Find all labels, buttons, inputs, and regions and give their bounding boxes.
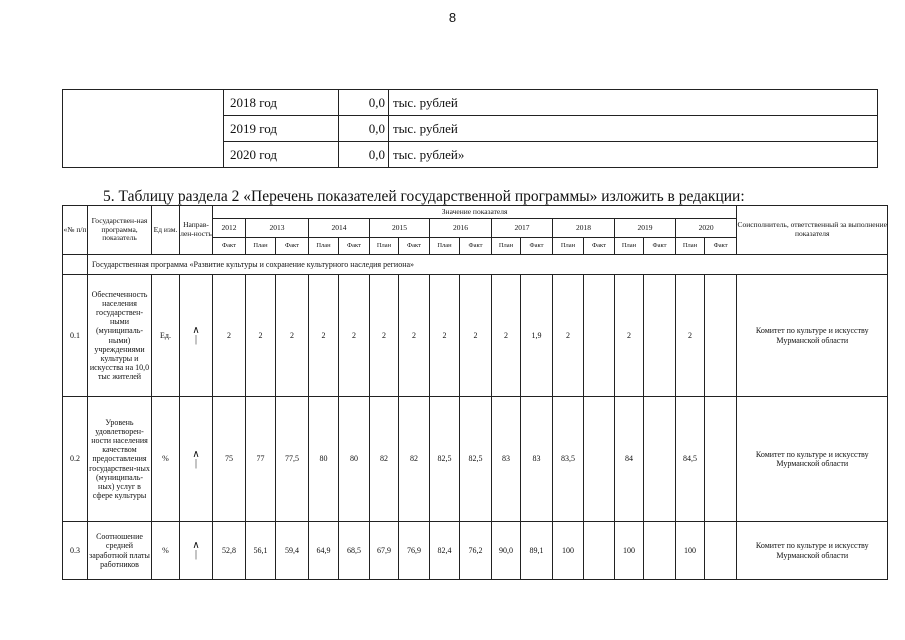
value-cell: 2	[213, 275, 246, 397]
value-cell: 0,0	[339, 116, 389, 142]
value-cell: 77,5	[276, 397, 309, 522]
indicator-name: Обеспеченность населения государствен-ными (муниципаль-ными) учреждениями культуры и искусства на 10,0 тыс жителей	[88, 275, 152, 397]
year-cell: 2019 год	[224, 116, 339, 142]
value-cell: 75	[213, 397, 246, 522]
value-cell: 59,4	[276, 522, 309, 580]
plan-fact-header: План	[615, 238, 644, 255]
up-arrow-icon: ∧ |	[192, 448, 200, 469]
plan-fact-header: План	[430, 238, 460, 255]
indicator-row	[63, 275, 888, 397]
year-header: 2013	[246, 219, 309, 238]
responsible-cell: Комитет по культуре и искусству Мурманской области	[737, 522, 888, 580]
header-responsible: Соисполнитель, ответственный за выполнение показателя	[737, 206, 888, 255]
indicator-row	[63, 522, 888, 580]
value-cell: 0,0	[339, 90, 389, 116]
row-number: 0.3	[63, 522, 88, 580]
value-cell: 100	[553, 522, 584, 580]
value-cell: 89,1	[521, 522, 553, 580]
plan-fact-header: Факт	[213, 238, 246, 255]
row-number: 0.1	[63, 275, 88, 397]
value-cell	[705, 522, 737, 580]
program-row: Государственная программа «Развитие культуры и сохранение культурного наследия региона»	[88, 255, 888, 275]
value-cell	[584, 397, 615, 522]
value-cell	[644, 275, 676, 397]
plan-fact-header: План	[492, 238, 521, 255]
plan-fact-header: Факт	[460, 238, 492, 255]
year-header: 2019	[615, 219, 676, 238]
year-header: 2012	[213, 219, 246, 238]
value-cell: 84,5	[676, 397, 705, 522]
value-cell: 84	[615, 397, 644, 522]
value-cell: 52,8	[213, 522, 246, 580]
value-cell: 2	[492, 275, 521, 397]
indicator-row	[63, 397, 888, 522]
value-cell: 2	[309, 275, 339, 397]
value-cell: 77	[246, 397, 276, 522]
plan-fact-header: План	[309, 238, 339, 255]
year-header: 2017	[492, 219, 553, 238]
value-cell: 2	[460, 275, 492, 397]
direction-cell	[180, 397, 213, 522]
header-program: Государствен-ная программа, показатель	[88, 206, 152, 255]
value-cell	[644, 522, 676, 580]
section-heading: 5. Таблицу раздела 2 «Перечень показателей государственной программы» изложить в редакции:	[103, 188, 745, 205]
value-cell: 100	[676, 522, 705, 580]
indicator-unit: %	[152, 397, 180, 522]
value-cell: 83	[521, 397, 553, 522]
value-cell	[644, 397, 676, 522]
value-cell: 1,9	[521, 275, 553, 397]
value-cell	[584, 522, 615, 580]
value-cell	[705, 397, 737, 522]
year-cell: 2018 год	[224, 90, 339, 116]
plan-fact-header: План	[553, 238, 584, 255]
header-direction: Направ-лен-ность	[180, 206, 213, 255]
direction-cell	[180, 275, 213, 397]
value-cell: 76,2	[460, 522, 492, 580]
responsible-cell: Комитет по культуре и искусству Мурманской области	[737, 275, 888, 397]
indicator-name: Уровень удовлетворен-ности населения качеством предоставления государствен-ных (муниципаль-ных) услуг в сфере культуры	[88, 397, 152, 522]
indicator-unit: %	[152, 522, 180, 580]
plan-fact-header: Факт	[705, 238, 737, 255]
value-cell: 100	[615, 522, 644, 580]
plan-fact-header: Факт	[399, 238, 430, 255]
value-cell: 83,5	[553, 397, 584, 522]
value-cell: 82,5	[430, 397, 460, 522]
value-cell: 2	[553, 275, 584, 397]
header-unit: Ед изм.	[152, 206, 180, 255]
value-cell: 2	[339, 275, 370, 397]
year-header: 2020	[676, 219, 737, 238]
carryover-row	[63, 90, 878, 116]
value-cell: 68,5	[339, 522, 370, 580]
value-cell	[705, 275, 737, 397]
year-header: 2018	[553, 219, 615, 238]
plan-fact-header: Факт	[644, 238, 676, 255]
value-cell: 82,5	[460, 397, 492, 522]
value-cell: 2	[676, 275, 705, 397]
carryover-table	[62, 89, 878, 168]
year-cell: 2020 год	[224, 142, 339, 168]
program-row-empty	[63, 255, 88, 275]
value-cell: 82,4	[430, 522, 460, 580]
year-header: 2014	[309, 219, 370, 238]
value-cell: 76,9	[399, 522, 430, 580]
plan-fact-header: План	[370, 238, 399, 255]
value-cell: 2	[246, 275, 276, 397]
value-cell: 2	[615, 275, 644, 397]
year-header: 2016	[430, 219, 492, 238]
indicator-name: Соотношение средней заработной платы работников	[88, 522, 152, 580]
plan-fact-header: Факт	[276, 238, 309, 255]
plan-fact-header: Факт	[521, 238, 553, 255]
value-cell: 90,0	[492, 522, 521, 580]
value-cell: 67,9	[370, 522, 399, 580]
responsible-cell: Комитет по культуре и искусству Мурманской области	[737, 397, 888, 522]
value-cell: 2	[430, 275, 460, 397]
value-cell: 56,1	[246, 522, 276, 580]
page-number: 8	[448, 10, 457, 25]
plan-fact-header: Факт	[584, 238, 615, 255]
plan-fact-header: План	[246, 238, 276, 255]
up-arrow-icon: ∧ |	[192, 325, 200, 346]
value-cell	[584, 275, 615, 397]
unit-cell: тыс. рублей»	[389, 142, 878, 168]
plan-fact-header: Факт	[339, 238, 370, 255]
value-cell: 64,9	[309, 522, 339, 580]
year-header: 2015	[370, 219, 430, 238]
direction-cell	[180, 522, 213, 580]
indicators-table	[62, 205, 888, 580]
value-cell: 80	[309, 397, 339, 522]
value-cell: 2	[370, 275, 399, 397]
value-cell: 80	[339, 397, 370, 522]
value-cell: 83	[492, 397, 521, 522]
unit-cell: тыс. рублей	[389, 116, 878, 142]
header-values-title: Значение показателя	[213, 206, 737, 219]
value-cell: 2	[399, 275, 430, 397]
up-arrow-icon: ∧ |	[192, 540, 200, 561]
value-cell: 82	[370, 397, 399, 522]
plan-fact-header: План	[676, 238, 705, 255]
unit-cell: тыс. рублей	[389, 90, 878, 116]
value-cell: 0,0	[339, 142, 389, 168]
value-cell: 2	[276, 275, 309, 397]
row-number: 0.2	[63, 397, 88, 522]
indicator-unit: Ед.	[152, 275, 180, 397]
carryover-empty-cell	[63, 90, 224, 168]
header-num: «№ п/п	[63, 206, 88, 255]
value-cell: 82	[399, 397, 430, 522]
